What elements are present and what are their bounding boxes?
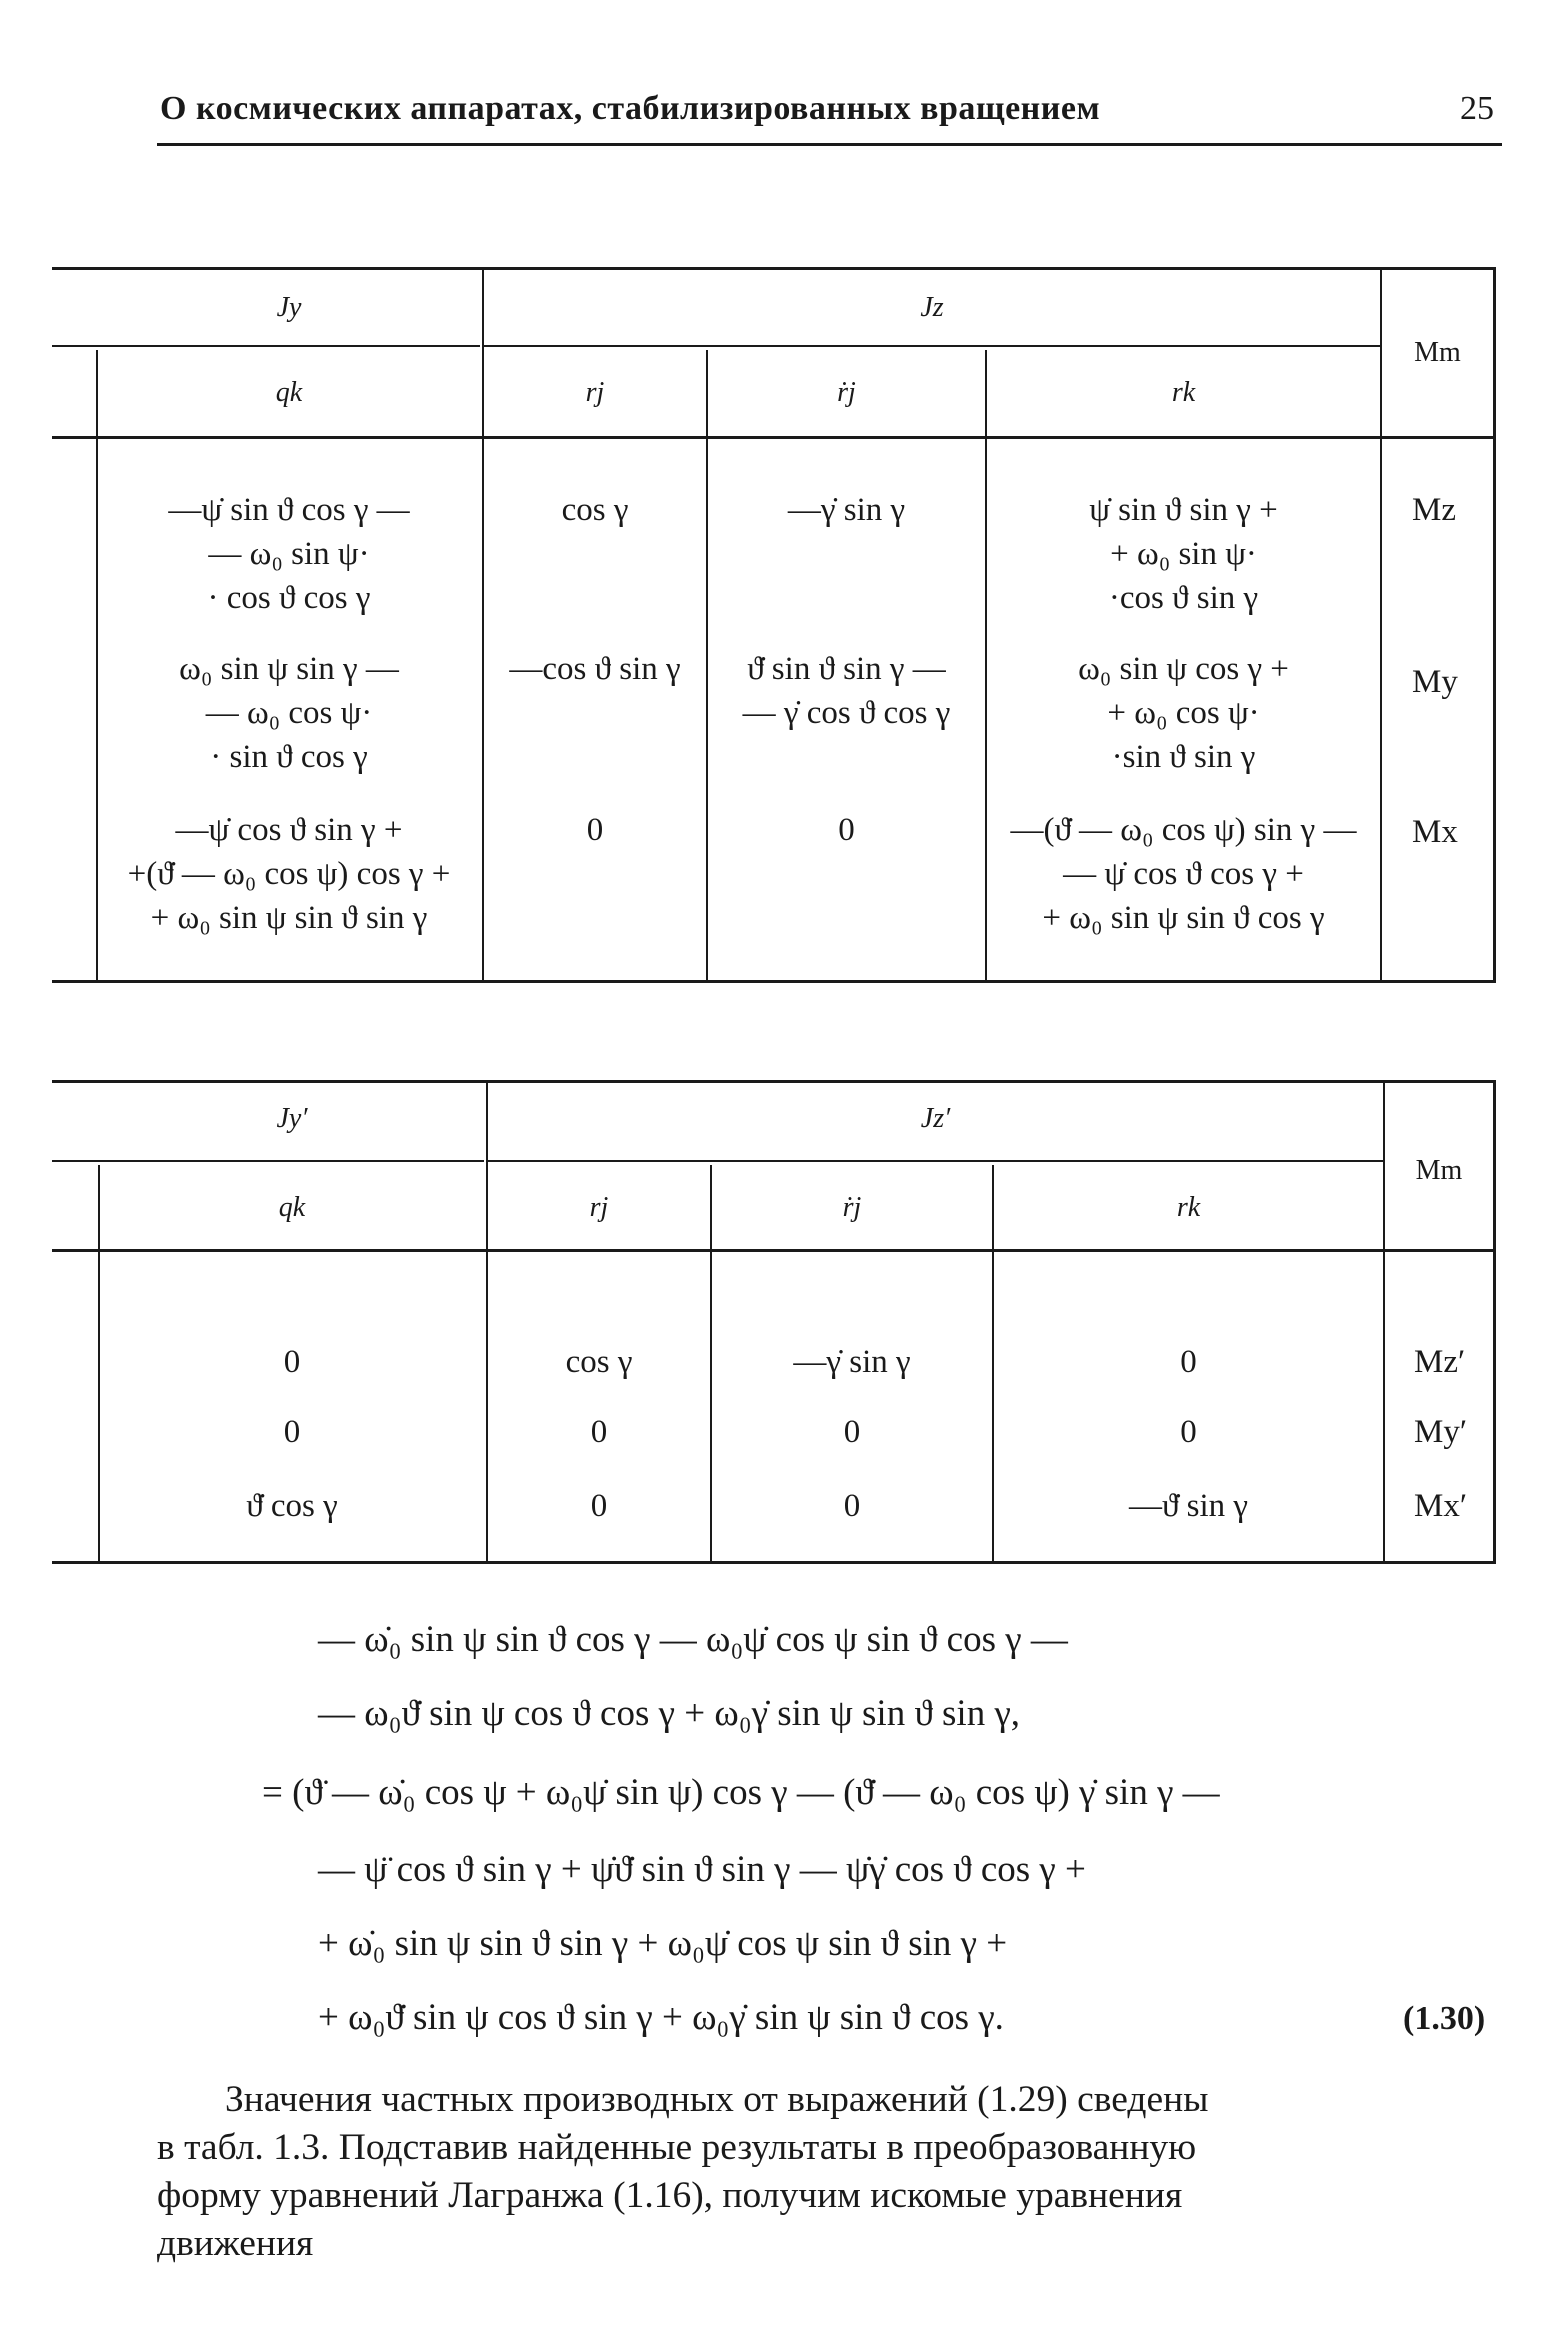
table-row: —ψ̇ cos ϑ sin γ + +(ϑ̇ — ω₀ cos ψ) cos γ + + ω₀ sin ψ sin ϑ sin γ: [127, 812, 451, 936]
table2-col-header-rk: rk: [1176, 1192, 1201, 1223]
table2-group-rule-left: [52, 1160, 484, 1162]
equation-line: + ω₀ϑ̇ sin ψ cos ϑ sin γ + ω₀γ̇ sin ψ sin ϑ cos γ.: [318, 1997, 1004, 2038]
paragraph-line: в табл. 1.3. Подставив найденные результаты в преобразованную: [157, 2127, 1197, 2168]
table1-r3-m: Mx: [1412, 814, 1458, 850]
table2-header-rule: [52, 1249, 1495, 1252]
table1-r3-rj-dot: 0: [838, 812, 855, 848]
table1-vrule: [1493, 267, 1496, 983]
table-row: ϑ̇ cos γ: [246, 1488, 338, 1524]
table1-r1-rj: cos γ: [561, 492, 629, 528]
table1-top-rule: [52, 267, 1495, 270]
equation-line: = (ϑ̈ — ω̇₀ cos ψ + ω₀ψ̇ sin ψ) cos γ — (ϑ̇ — ω₀ cos ψ) γ̇ sin γ —: [262, 1772, 1220, 1813]
table2-col-header-rj: rj: [589, 1192, 609, 1223]
table-row: 0: [283, 1414, 301, 1450]
table1-r1-m: Mz: [1412, 492, 1456, 528]
table1-bottom-rule: [52, 980, 1495, 983]
page-number: 25: [1460, 90, 1494, 127]
table1-vrule: [482, 267, 484, 980]
table1-vrule: [1380, 267, 1382, 980]
table1-col-header-mm: Mm: [1414, 337, 1461, 368]
table1-r1-rj-dot: —γ̇ sin γ: [787, 492, 906, 528]
table2-r2-m: My′: [1414, 1414, 1468, 1450]
table2-r3-rk: —ϑ̇ sin γ: [1129, 1488, 1248, 1524]
table2-col-header-rj-dot: ṙj: [842, 1192, 862, 1223]
paragraph-line: движения: [157, 2223, 314, 2264]
table1-col-header-qk: qk: [275, 377, 303, 408]
table1-r2-rk: ω₀ sin ψ cos γ + + ω₀ cos ψ· ·sin ϑ sin γ: [1078, 651, 1289, 775]
equation-line: — ω₀ϑ̇ sin ψ cos ϑ cos γ + ω₀γ̇ sin ψ sin ϑ sin γ,: [318, 1693, 1021, 1734]
table1-group-rule-right: [483, 345, 1380, 347]
table2-group-rule-right: [487, 1160, 1383, 1162]
table1-r1-rk: ψ̇ sin ϑ sin γ + + ω₀ sin ψ· ·cos ϑ sin γ: [1089, 492, 1278, 616]
table-row: ω₀ sin ψ sin γ — — ω₀ cos ψ· · sin ϑ cos γ: [179, 651, 399, 775]
table2-top-rule: [52, 1080, 1495, 1083]
table2-bottom-rule: [52, 1561, 1495, 1564]
running-title: О космических аппаратах, стабилизированных вращением: [160, 90, 1101, 127]
table2-r3-rj-dot: 0: [843, 1488, 861, 1524]
table1-col-header-rj: rj: [585, 377, 605, 408]
table2-r3-rj: 0: [590, 1488, 608, 1524]
table2-vrule: [1493, 1080, 1496, 1564]
table2-col-header-qk: qk: [278, 1192, 306, 1223]
table1-group-left-header: Jy: [276, 292, 302, 323]
table2-r2-rj-dot: 0: [843, 1414, 861, 1450]
table1-r2-rj-dot: ϑ̇ sin ϑ sin γ — — γ̇ cos ϑ cos γ: [742, 651, 951, 731]
table1-r3-rk: —(ϑ̇ — ω₀ cos ψ) sin γ — — ψ̇ cos ϑ cos γ + + ω₀ sin ψ sin ϑ cos γ: [1010, 812, 1357, 936]
header-rule: [157, 143, 1502, 146]
table2-group-right-header: Jz′: [920, 1103, 951, 1134]
table2-vrule: [1383, 1080, 1385, 1561]
table1-group-rule-left: [52, 345, 480, 347]
table2-r1-rj: cos γ: [565, 1344, 633, 1380]
equation-number: (1.30): [1403, 2000, 1486, 2037]
table-row: 0: [283, 1344, 301, 1380]
table2-r1-rk: 0: [1180, 1344, 1197, 1380]
table1-r3-rj: 0: [586, 812, 604, 848]
table2-r1-m: Mz′: [1414, 1344, 1466, 1380]
table2-r2-rk: 0: [1180, 1414, 1197, 1450]
table1-col-header-rj-dot: ṙj: [837, 377, 856, 408]
table1-group-right-header: Jz: [920, 292, 944, 323]
table-row: —ψ̇ sin ϑ cos γ — — ω₀ sin ψ· · cos ϑ cos γ: [168, 492, 410, 616]
equation-line: + ω̇₀ sin ψ sin ϑ sin γ + ω₀ψ̇ cos ψ sin ϑ sin γ +: [318, 1923, 1008, 1964]
table2-r3-m: Mx′: [1414, 1488, 1468, 1524]
paragraph-line: форму уравнений Лагранжа (1.16), получим искомые уравнения: [157, 2175, 1183, 2216]
table2-group-left-header: Jy′: [276, 1103, 308, 1134]
paragraph-line: Значения частных производных от выражений (1.29) сведены: [225, 2079, 1209, 2120]
body-paragraph: [157, 2076, 1502, 2268]
table2-col-header-mm: Mm: [1415, 1155, 1463, 1186]
equation-line: — ω̇₀ sin ψ sin ϑ cos γ — ω₀ψ̇ cos ψ sin ϑ cos γ —: [318, 1619, 1068, 1660]
table1-r2-rj: —cos ϑ sin γ: [509, 651, 681, 687]
table2-r1-rj-dot: —γ̇ sin γ: [793, 1344, 911, 1380]
table1-r2-m: My: [1412, 664, 1458, 700]
table1-header-rule: [52, 436, 1495, 439]
table1-col-header-rk: rk: [1171, 377, 1196, 408]
table2-r2-rj: 0: [590, 1414, 608, 1450]
equation-line: — ψ̈ cos ϑ sin γ + ψ̇ϑ̇ sin ϑ sin γ — ψ̇γ̇ cos ϑ cos γ +: [318, 1849, 1086, 1890]
